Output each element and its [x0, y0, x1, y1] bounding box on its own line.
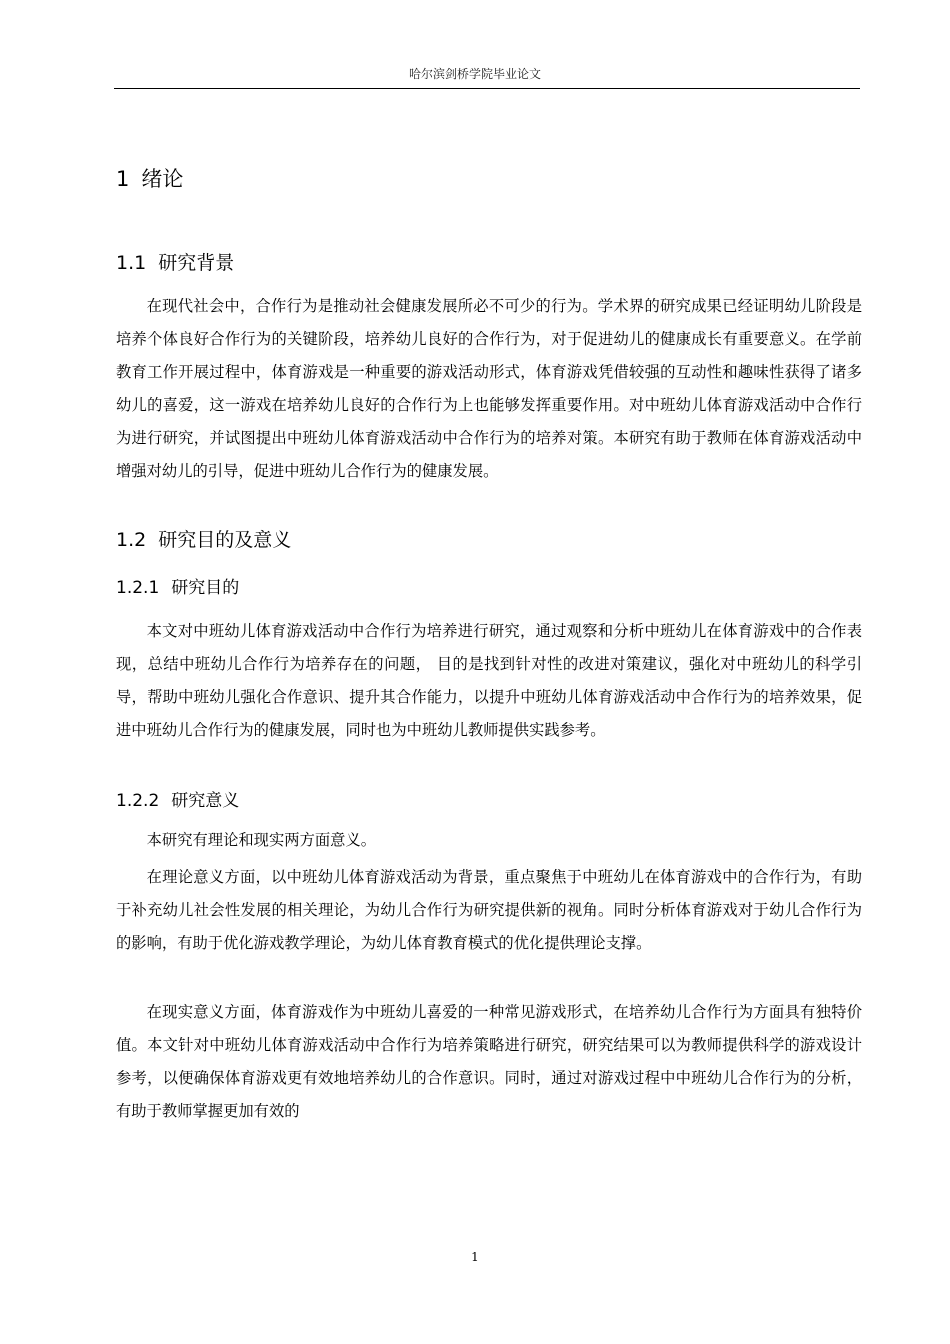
paragraph-practical-significance: 在现实意义方面，体育游戏作为中班幼儿喜爱的一种常见游戏形式，在培养幼儿合作行为方面具有独特价值。本文针对中班幼儿体育游戏活动中合作行为培养策略进行研究，研究结果可以为教师提供科学的游戏设计参考，以便确保体育游戏更有效地培养幼儿的合作意识。同时，通过对游戏过程中中班幼儿合作行为的分析，有助于教师掌握更加有效的 — [116, 1003, 862, 1120]
chapter-title: 绪论 — [141, 167, 184, 191]
section-heading-purpose-significance — [116, 526, 291, 554]
subsection-heading-significance — [116, 788, 239, 814]
paragraph-theoretical-significance: 在理论意义方面，以中班幼儿体育游戏活动为背景，重点聚焦于中班幼儿在体育游戏中的合作行为，有助于补充幼儿社会性发展的相关理论，为幼儿合作行为研究提供新的视角。同时分析体育游戏对于幼儿合作行为的影响，有助于优化游戏教学理论，为幼儿体育教育模式的优化提供理论支撑。 — [116, 868, 862, 952]
subsection-heading-purpose — [116, 575, 239, 601]
section-number: 1.1 — [116, 252, 147, 274]
subsection-number: 1.2.1 — [116, 578, 160, 598]
section-title: 研究背景 — [158, 252, 235, 274]
paragraph-background: 在现代社会中，合作行为是推动社会健康发展所必不可少的行为。学术界的研究成果已经证明幼儿阶段是培养个体良好合作行为的关键阶段，培养幼儿良好的合作行为，对于促进幼儿的健康成长有重要意义。在学前教育工作开展过程中，体育游戏是一种重要的游戏活动形式，体育游戏凭借较强的互动性和趣味性获得了诸多幼儿的喜爱，这一游戏在培养幼儿良好的合作行为上也能够发挥重要作用。对中班幼儿体育游戏活动中合作行为进行研究，并试图提出中班幼儿体育游戏活动中合作行为的培养对策。本研究有助于教师在体育游戏活动中增强对幼儿的引导，促进中班幼儿合作行为的健康发展。 — [116, 297, 862, 480]
section-heading-background — [116, 249, 234, 277]
subsection-number: 1.2.2 — [116, 791, 160, 811]
chapter-heading — [116, 164, 183, 194]
paragraph-purpose: 本文对中班幼儿体育游戏活动中合作行为培养进行研究，通过观察和分析中班幼儿在体育游戏中的合作表现，总结中班幼儿合作行为培养存在的问题， 目的是找到针对性的改进对策建议，强化对中班幼儿的科学引导，帮助中班幼儿强化合作意识、提升其合作能力，以提升中班幼儿体育游戏活动中合作行为的培养效果，促进中班幼儿合作行为的健康发展，同时也为中班幼儿教师提供实践参考。 — [116, 622, 862, 739]
subsection-title: 研究目的 — [171, 578, 240, 598]
subsection-title: 研究意义 — [171, 791, 240, 811]
paragraph-significance-intro: 本研究有理论和现实两方面意义。 — [146, 831, 377, 849]
section-title: 研究目的及意义 — [158, 529, 292, 551]
section-number: 1.2 — [116, 529, 147, 551]
header-divider — [114, 88, 860, 89]
chapter-number: 1 — [116, 167, 130, 191]
running-header: 哈尔滨剑桥学院毕业论文 — [408, 67, 541, 81]
page-number: 1 — [471, 1250, 479, 1264]
